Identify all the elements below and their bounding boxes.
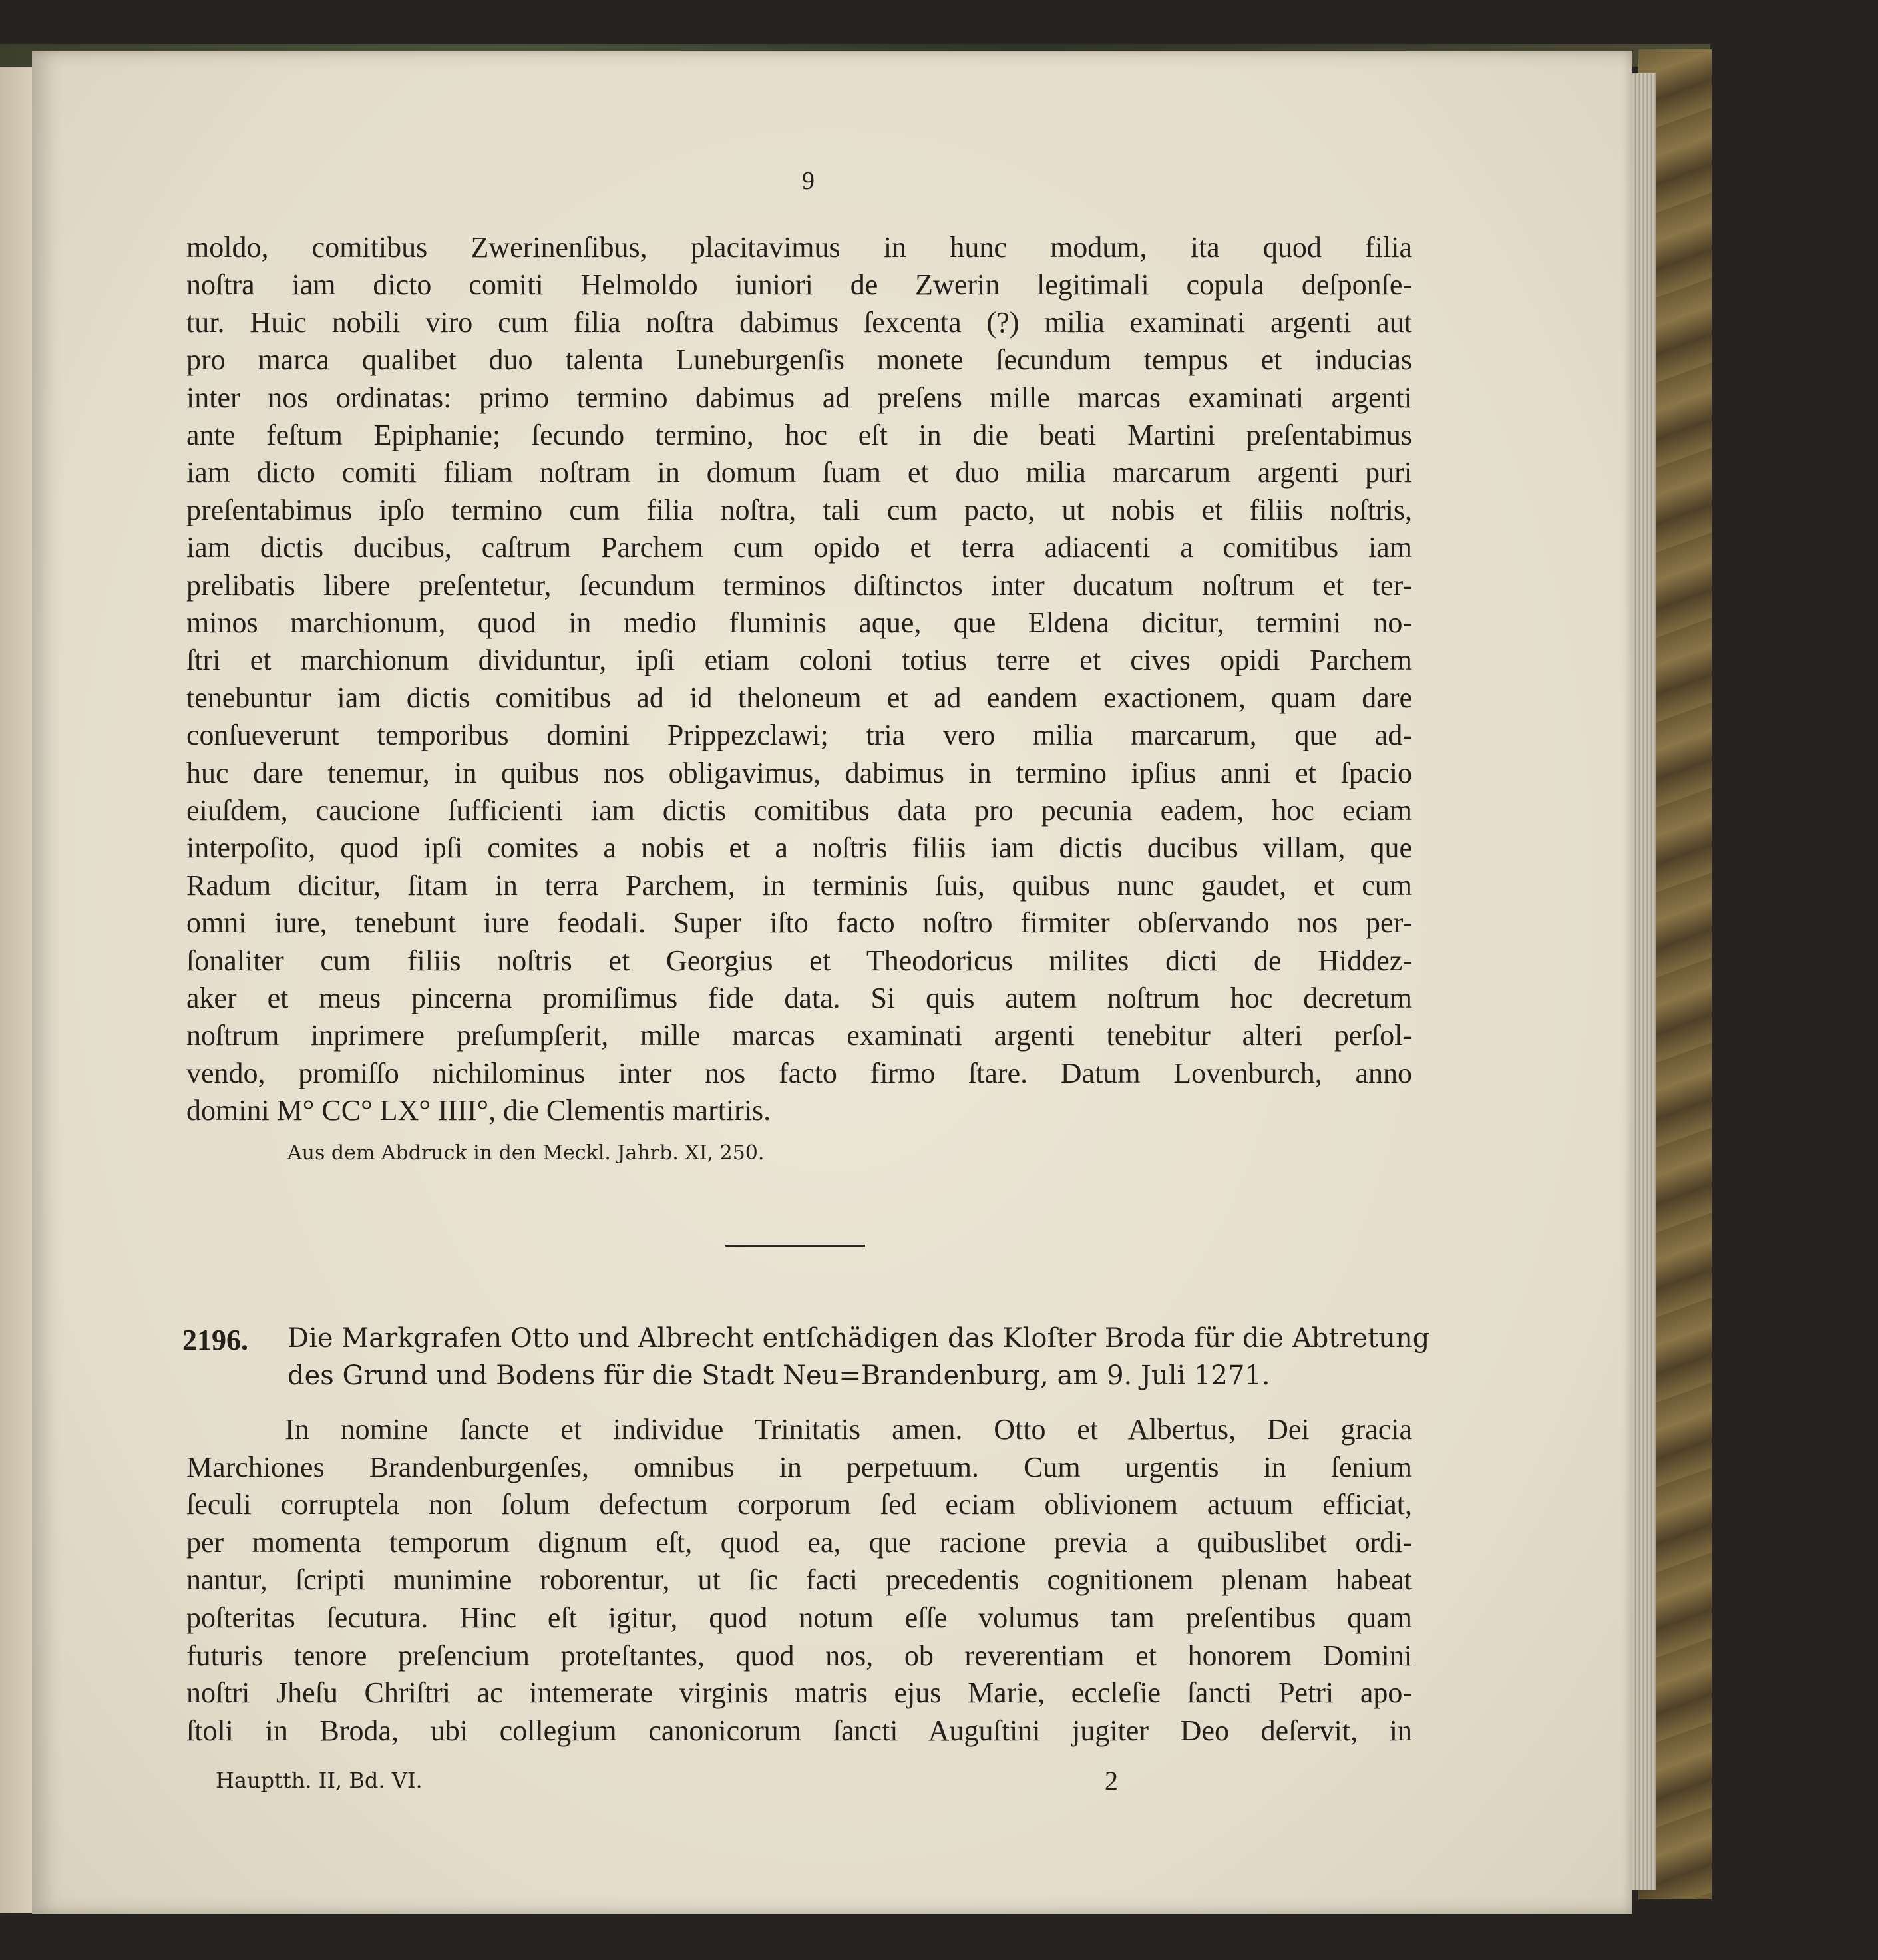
text-line: domini M° CC° LX° IIII°, die Clementis martiris.	[186, 1094, 771, 1127]
text-line: interpoſito, quod ipſi comites a nobis et a noſtris filiis iam dictis ducibus villam, que	[186, 831, 1412, 865]
footer-sheet-number: 2	[1105, 1766, 1118, 1796]
document-number: 2196.	[182, 1324, 248, 1356]
text-line: aker et meus pincerna promiſimus fide data. Si quis autem noſtrum hoc decretum	[186, 982, 1412, 1014]
page-number: 9	[802, 167, 815, 195]
source-note: Aus dem Abdruck in den Meckl. Jahrb. XI, 250.	[287, 1141, 765, 1165]
text-line: moldo, comitibus Zwerinenſibus, placitavimus in hunc modum, ita quod filia	[186, 231, 1412, 264]
text-line: per momenta temporum dignum eſt, quod ea, que racione previa a quibuslibet ordi-	[186, 1525, 1412, 1559]
text-line: minos marchionum, quod in medio fluminis aque, que Eldena dicitur, termini no-	[186, 606, 1412, 639]
text-line: noſtra iam dicto comiti Helmoldo iuniori de Zwerin legitimali copula deſponſe-	[186, 268, 1412, 301]
text-line: pro marca qualibet duo talenta Luneburgenſis monete ſecundum tempus et inducias	[186, 343, 1412, 377]
text-line: tenebuntur iam dictis comitibus ad id theloneum et ad eandem exactionem, quam dare	[186, 681, 1412, 714]
text-line: ſeculi corruptela non ſolum defectum corporum ſed eciam oblivionem actuum efficiat,	[186, 1488, 1412, 1521]
document-heading-line-1: Die Markgrafen Otto und Albrecht entſchädigen das Kloſter Broda für die Abtretung	[287, 1323, 1430, 1354]
text-line: poſteritas ſecutura. Hinc eſt igitur, quod notum eſſe volumus tam preſentibus quam	[186, 1601, 1412, 1634]
text-line: noſtri Jheſu Chriſtri ac intemerate virginis matris ejus Marie, eccleſie ſancti Petri apo-	[186, 1676, 1412, 1710]
text-line: futuris tenore preſencium proteſtantes, quod nos, ob reverentiam et honorem Domini	[186, 1639, 1412, 1672]
text-line: ſtri et marchionum dividuntur, ipſi etiam coloni totius terre et cives opidi Parchem	[186, 644, 1412, 677]
text-line: ſtoli in Broda, ubi collegium canonicorum ſancti Auguſtini jugiter Deo deſervit, in	[186, 1714, 1412, 1747]
text-line: preſentabimus ipſo termino cum filia noſtra, tali cum pacto, ut nobis et filiis noſtris,	[186, 493, 1412, 526]
text-line: omni iure, tenebunt iure feodali. Super iſto facto noſtro firmiter obſervando nos per-	[186, 906, 1412, 940]
text-line: noſtrum inprimere preſumpſerit, mille marcas examinati argenti tenebitur alteri perſol-	[186, 1019, 1412, 1052]
text-line: vendo, promiſſo nichilominus inter nos facto firmo ſtare. Datum Lovenburch, anno	[186, 1056, 1412, 1089]
text-line: conſueverunt temporibus domini Prippezclawi; tria vero milia marcarum, que ad-	[186, 719, 1412, 752]
text-line: Radum dicitur, ſitam in terra Parchem, in terminis ſuis, quibus nunc gaudet, et cum	[186, 869, 1412, 902]
text-line: tur. Huic nobili viro cum filia noſtra dabimus ſexcenta (?) milia examinati argenti aut	[186, 305, 1412, 339]
text-line: iam dicto comiti filiam noſtram in domum ſuam et duo milia marcarum argenti puri	[186, 456, 1412, 489]
text-line: ante feſtum Epiphanie; ſecundo termino, hoc eſt in die beati Martini preſentabimus	[186, 419, 1412, 451]
text-line: huc dare tenemur, in quibus nos obligavimus, dabimus in termino ipſius anni et ſpacio	[186, 756, 1412, 789]
text-line: In nomine ſancte et individue Trinitatis amen. Otto et Albertus, Dei gracia	[285, 1413, 1412, 1446]
footer-signature: Hauptth. II, Bd. VI.	[216, 1768, 423, 1793]
text-line: iam dictis ducibus, caſtrum Parchem cum opido et terra adiacenti a comitibus iam	[186, 531, 1412, 564]
document-heading-line-2: des Grund und Bodens für die Stadt Neu=Brandenburg, am 9. Juli 1271.	[287, 1360, 1270, 1391]
text-line: ſonaliter cum filiis noſtris et Georgius et Theodoricus milites dicti de Hiddez-	[186, 944, 1412, 977]
text-line: prelibatis libere preſentetur, ſecundum terminos diſtinctos inter ducatum noſtrum et ter-	[186, 568, 1412, 602]
section-divider	[725, 1245, 865, 1247]
text-line: inter nos ordinatas: primo termino dabimus ad preſens mille marcas examinati argenti	[186, 381, 1412, 414]
text-line: nantur, ſcripti munimine roborentur, ut ſic facti precedentis cognitionem plenam habeat	[186, 1563, 1412, 1597]
text-line: Marchiones Brandenburgenſes, omnibus in perpetuum. Cum urgentis in ſenium	[186, 1450, 1412, 1483]
text-line: eiuſdem, caucione ſufficienti iam dictis comitibus data pro pecunia eadem, hoc eciam	[186, 794, 1412, 827]
